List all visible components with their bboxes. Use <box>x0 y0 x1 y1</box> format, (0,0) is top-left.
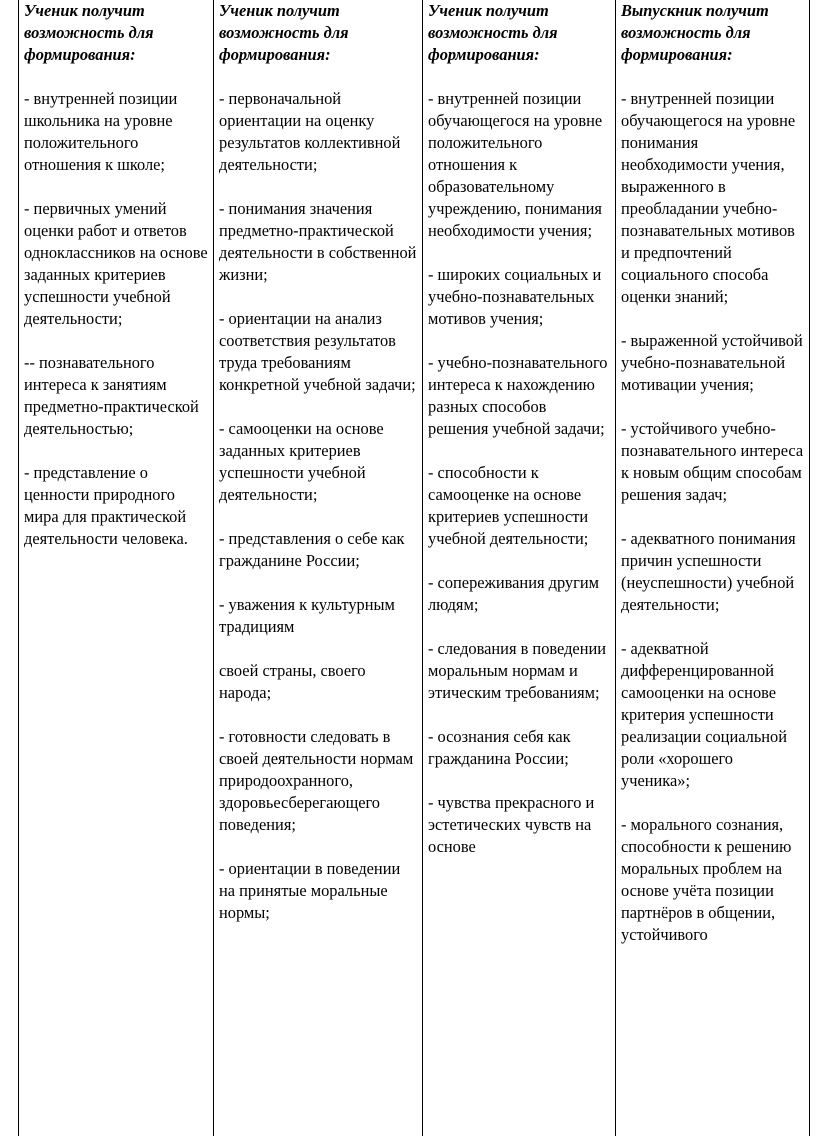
list-item: - внутренней позиции обучающегося на уровне положительного отношения к образовательному учреждению, понимания необходимости учения; <box>428 89 603 240</box>
list-item: - чувства прекрасного и эстетических чувств на основе <box>428 793 595 856</box>
column-2 <box>214 0 423 1136</box>
column-2-content <box>219 0 417 1136</box>
list-item: - способности к самооценке на основе критериев успешности учебной деятельности; <box>428 463 589 548</box>
column-4 <box>616 0 810 1136</box>
list-item: - уважения к культурным традициям <box>219 595 395 636</box>
list-item: - осознания себя как гражданина России; <box>428 727 571 768</box>
list-item: - самооценки на основе заданных критериев успешности учебной деятельности; <box>219 419 384 504</box>
list-item: - понимания значения предметно-практической деятельности в собственной жизни; <box>219 199 417 284</box>
list-item: - учебно-познавательного интереса к нахождению разных способов решения учебной задачи; <box>428 353 608 438</box>
column-1 <box>19 0 214 1136</box>
list-item: своей страны, своего народа; <box>219 661 366 702</box>
column-3 <box>423 0 616 1136</box>
column-header: Выпускник получит возможность для формирования: <box>621 1 769 64</box>
column-header: Ученик получит возможность для формирования: <box>24 1 154 64</box>
list-item: - ориентации в поведении на принятые моральные нормы; <box>219 859 401 922</box>
list-item: - ориентации на анализ соответствия результатов труда требованиям конкретной учебной задачи; <box>219 309 416 394</box>
list-item: - следования в поведении моральным нормам и этическим требованиям; <box>428 639 607 702</box>
column-3-content <box>428 0 610 1136</box>
list-item: - представление о ценности природного мира для практической деятельности человека. <box>24 463 188 548</box>
list-item: - широких социальных и учебно-познавательных мотивов учения; <box>428 265 602 328</box>
competency-table <box>18 0 810 1136</box>
list-item: -- познавательного интереса к занятиям предметно-практической деятельностью; <box>24 353 199 438</box>
list-item: - морального сознания, способности к решению моральных проблем на основе учёта позиции партнёров в общении, устойчивого <box>621 815 792 944</box>
list-item: - представления о себе как гражданине России; <box>219 529 405 570</box>
column-1-content <box>24 0 208 1136</box>
list-item: - адекватной дифференцированной самооценки на основе критерия успешности реализации социальной роли «хорошего ученика»; <box>621 639 788 790</box>
list-item: - внутренней позиции обучающегося на уровне понимания необходимости учения, выраженного в преобладании учебно-познавательных мотивов и предпочтений социального способа оценки знаний; <box>621 89 796 306</box>
column-header: Ученик получит возможность для формирования: <box>428 1 558 64</box>
list-item: - внутренней позиции школьника на уровне положительного отношения к школе; <box>24 89 178 174</box>
list-item: - первоначальной ориентации на оценку результатов коллективной деятельности; <box>219 89 401 174</box>
list-item: - сопереживания другим людям; <box>428 573 599 614</box>
column-header: Ученик получит возможность для формирования: <box>219 1 349 64</box>
table-row <box>19 0 810 1136</box>
list-item: - выраженной устойчивой учебно-познавательной мотивации учения; <box>621 331 803 394</box>
list-item: - адекватного понимания причин успешности (неуспешности) учебной деятельности; <box>621 529 796 614</box>
list-item: - готовности следовать в своей деятельности нормам природоохранного, здоровьесберегающего поведения; <box>219 727 414 834</box>
column-4-content <box>621 0 804 1136</box>
list-item: - устойчивого учебно-познавательного интереса к новым общим способам решения задач; <box>621 419 804 504</box>
list-item: - первичных умений оценки работ и ответов одноклассников на основе заданных критериев успешности учебной деятельности; <box>24 199 208 328</box>
